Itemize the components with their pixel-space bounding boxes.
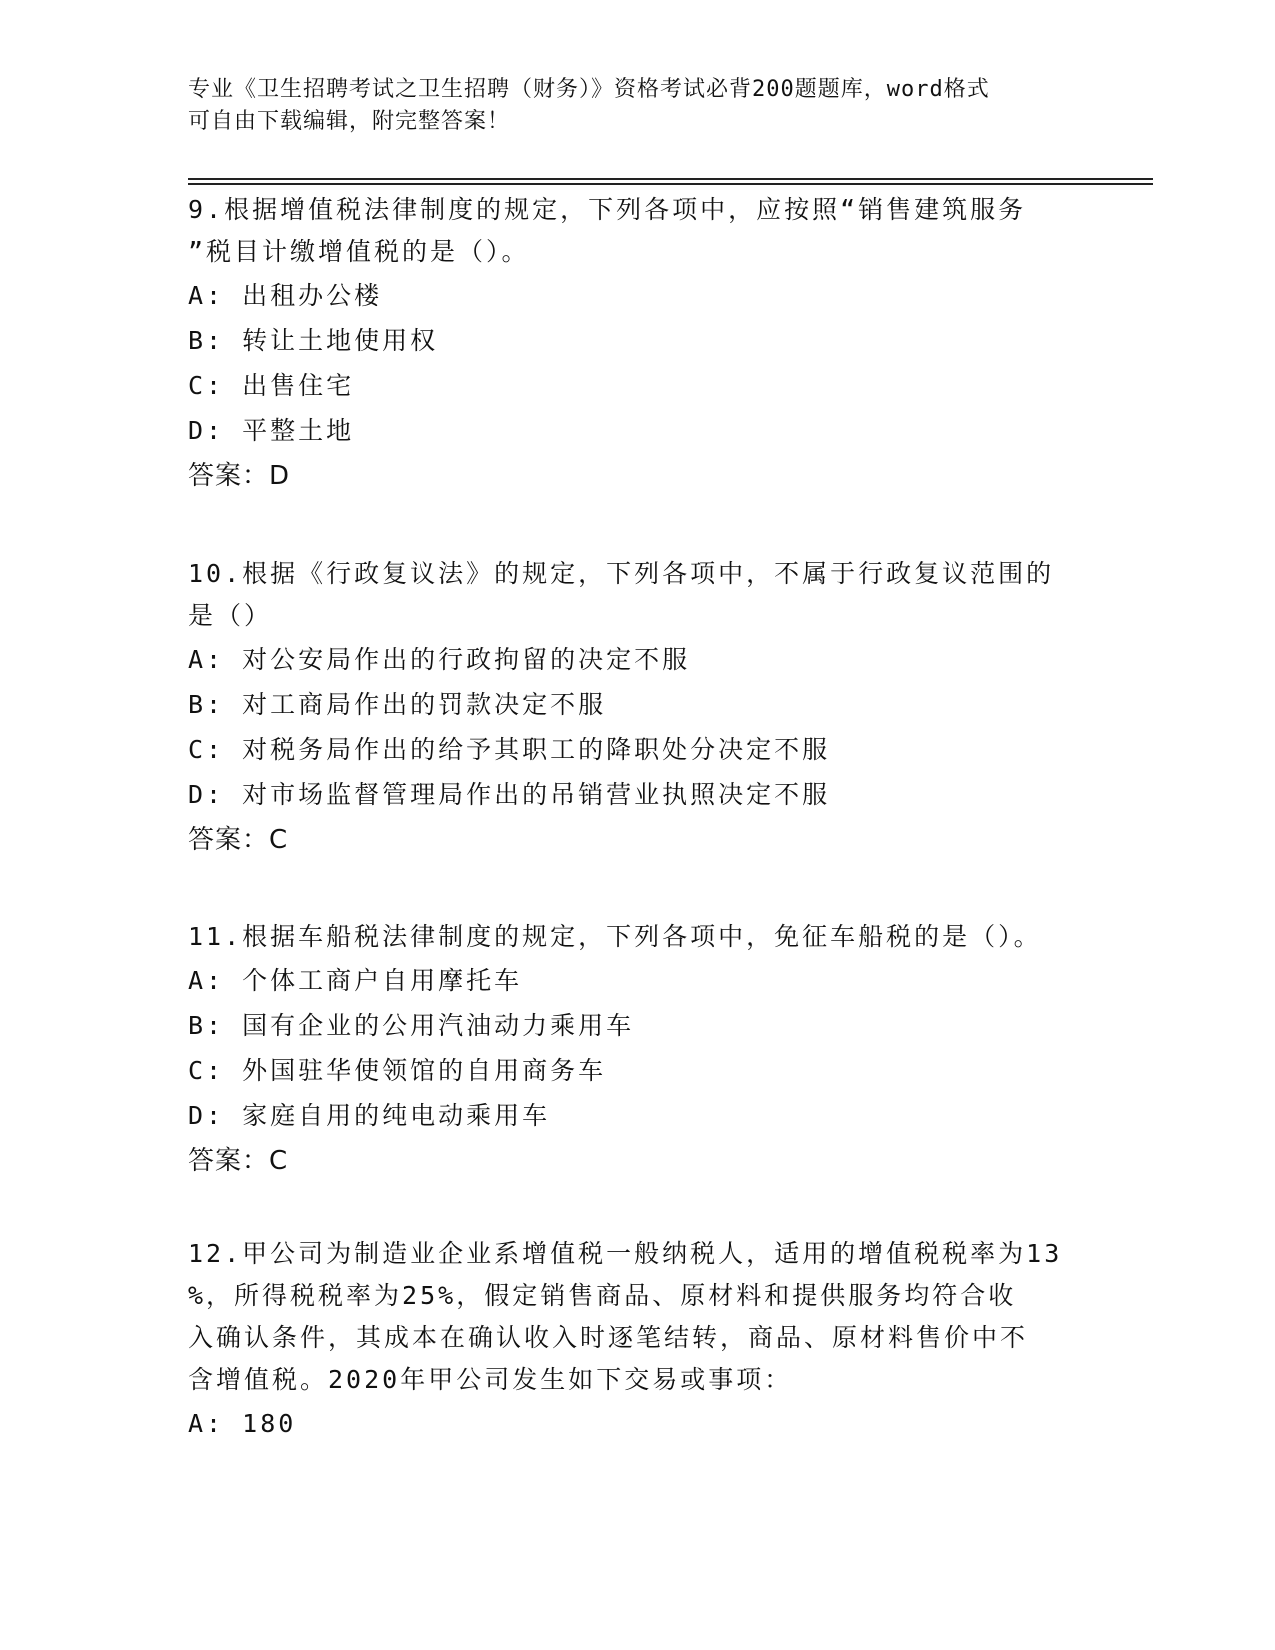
- question-text-line: %，所得税税率为25%，假定销售商品、原材料和提供服务均符合收: [188, 1281, 1017, 1310]
- question-text-line: 9.根据增值税法律制度的规定，下列各项中，应按照“销售建筑服务: [188, 195, 1027, 224]
- header-divider-bottom: [188, 183, 1153, 185]
- question-text-line: 10.根据《行政复议法》的规定，下列各项中，不属于行政复议范围的: [188, 559, 1055, 588]
- answer: 答案：C: [188, 825, 289, 855]
- option-c: C: 出售住宅: [188, 371, 355, 400]
- option-b: B: 转让土地使用权: [188, 326, 439, 355]
- answer: 答案：D: [188, 461, 291, 491]
- question-text-line: 11.根据车船税法律制度的规定，下列各项中，免征车船税的是（）。: [188, 922, 1042, 951]
- option-b: B: 对工商局作出的罚款决定不服: [188, 690, 607, 719]
- question-text-line: 12.甲公司为制造业企业系增值税一般纳税人，适用的增值税税率为13: [188, 1239, 1063, 1268]
- option-a: A: 对公安局作出的行政拘留的决定不服: [188, 645, 691, 674]
- option-d: D: 平整土地: [188, 416, 355, 445]
- question-text-line: 入确认条件，其成本在确认收入时逐笔结转，商品、原材料售价中不: [188, 1323, 1029, 1352]
- question-text-line: 含增值税。2020年甲公司发生如下交易或事项：: [188, 1365, 793, 1394]
- option-c: C: 对税务局作出的给予其职工的降职处分决定不服: [188, 735, 831, 764]
- option-b: B: 国有企业的公用汽油动力乘用车: [188, 1011, 635, 1040]
- question-text-line: ”税目计缴增值税的是（）。: [188, 237, 530, 266]
- option-a: A: 个体工商户自用摩托车: [188, 966, 523, 995]
- header-divider-top: [188, 178, 1153, 180]
- header-line-1: 专业《卫生招聘考试之卫生招聘（财务）》资格考试必背200题题库，word格式: [188, 77, 990, 102]
- option-d: D: 对市场监督管理局作出的吊销营业执照决定不服: [188, 780, 831, 809]
- question-12: [188, 1233, 1088, 1446]
- header-line-2: 可自由下载编辑，附完整答案！: [188, 109, 511, 134]
- document-header: [188, 74, 1088, 138]
- option-a: A: 180: [188, 1409, 297, 1438]
- question-10: [188, 553, 1088, 863]
- option-c: C: 外国驻华使领馆的自用商务车: [188, 1056, 607, 1085]
- option-d: D: 家庭自用的纯电动乘用车: [188, 1101, 551, 1130]
- question-9: [188, 189, 1088, 499]
- option-a: A: 出租办公楼: [188, 281, 383, 310]
- answer: 答案：C: [188, 1146, 289, 1176]
- question-11: [188, 916, 1088, 1184]
- question-text-line: 是（）: [188, 601, 273, 630]
